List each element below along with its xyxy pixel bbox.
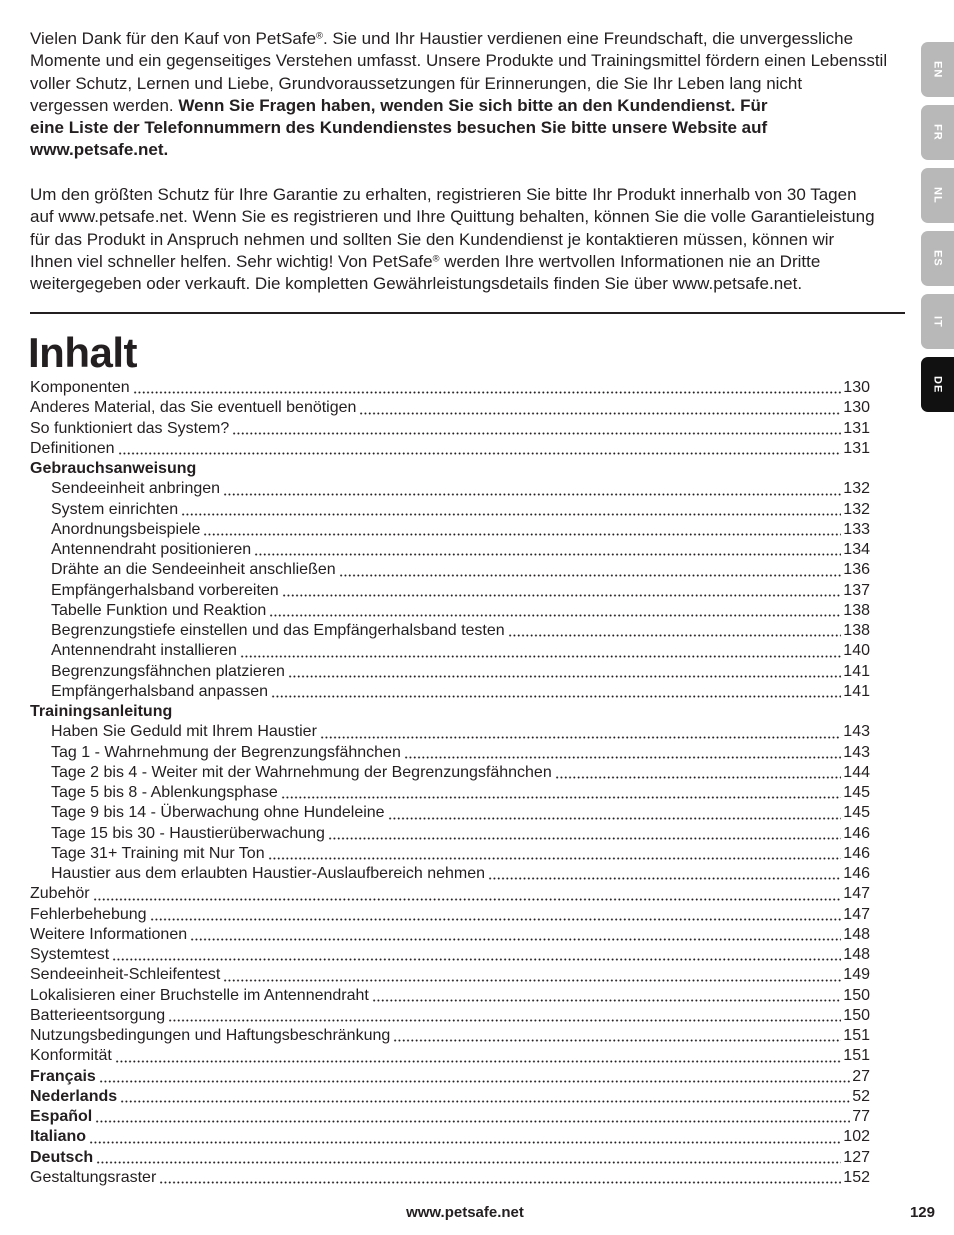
toc-entry-label: Batterieentsorgung (30, 1006, 166, 1024)
toc-dot-leader (89, 1127, 841, 1147)
toc-entry (30, 1148, 870, 1168)
language-tab-label: FR (931, 124, 944, 141)
toc-dot-leader (181, 500, 841, 520)
language-tab-label: EN (931, 60, 944, 79)
table-of-contents (30, 378, 870, 1188)
toc-section-heading: Gebrauchsanweisung (30, 460, 197, 477)
toc-page-number: 152 (843, 1168, 870, 1186)
toc-dot-leader (96, 1148, 841, 1168)
language-tab-fr (921, 105, 954, 160)
toc-page-number: 102 (843, 1128, 870, 1146)
toc-dot-leader (404, 743, 841, 763)
toc-page-number: 131 (843, 439, 870, 457)
toc-entry (30, 844, 870, 864)
toc-page-number: 132 (843, 480, 870, 498)
toc-entry (30, 743, 870, 763)
intro-bold-text: Wenn Sie Fragen haben, wenden Sie sich bitte an den Kundendienst. Für (178, 95, 768, 115)
toc-page-number: 138 (843, 622, 870, 639)
intro-text: voller Schutz, Lernen und Liebe, Grundvoraussetzungen für Erinnerungen, die Sie Ihr Leben lang nicht (30, 73, 803, 93)
toc-dot-leader (120, 1087, 850, 1107)
toc-page-number: 146 (843, 824, 870, 842)
toc-page-number: 151 (843, 1047, 870, 1065)
toc-entry-label: Empfängerhalsband anpassen (51, 682, 269, 700)
toc-dot-leader (203, 520, 841, 540)
toc-page-number: 143 (843, 723, 870, 741)
toc-entry (30, 419, 870, 439)
toc-entry-label: Français (30, 1067, 96, 1085)
toc-entry-label: Begrenzungsfähnchen platzieren (51, 662, 285, 680)
toc-dot-leader (269, 601, 841, 621)
toc-entry (30, 439, 870, 459)
toc-page-number: 141 (843, 682, 870, 700)
toc-entry-label: Tabelle Funktion und Reaktion (51, 601, 267, 619)
toc-entry (30, 1127, 870, 1147)
toc-dot-leader (488, 864, 841, 884)
toc-dot-leader (372, 986, 841, 1006)
language-tab-label: ES (931, 250, 944, 267)
toc-page-number: 132 (843, 500, 870, 518)
toc-entry (30, 1026, 870, 1046)
toc-entry (30, 864, 870, 884)
intro-text: weitergegeben oder verkauft. Die kompletten Gewährleistungsdetails finden Sie über www.petsafe.net. (30, 274, 803, 294)
toc-entry (30, 479, 870, 499)
toc-entry (30, 378, 870, 398)
toc-entry (30, 803, 870, 823)
toc-entry-label: Begrenzungstiefe einstellen und das Empfängerhalsband testen (51, 622, 505, 639)
toc-dot-leader (393, 1026, 841, 1046)
section-divider (30, 312, 905, 314)
toc-entry (30, 540, 870, 560)
toc-dot-leader (99, 1067, 850, 1087)
toc-dot-leader (320, 722, 841, 742)
toc-page-number: 147 (843, 885, 870, 903)
language-tab-label: DE (931, 375, 944, 394)
toc-dot-leader (555, 763, 842, 783)
language-tab-es (921, 231, 954, 286)
intro-line (30, 95, 910, 117)
toc-page-number: 143 (843, 743, 870, 761)
toc-entry-label: Haustier aus dem erlaubten Haustier-Auslaufbereich nehmen (51, 865, 486, 882)
toc-entry (30, 500, 870, 520)
toc-entry-label: Antennendraht installieren (51, 642, 237, 660)
toc-entry-label: Italiano (30, 1128, 87, 1146)
toc-entry (30, 824, 870, 844)
toc-page-number: 145 (843, 804, 870, 822)
toc-entry (30, 601, 870, 621)
intro-line (30, 251, 910, 273)
toc-entry-label: Tage 31+ Training mit Nur Ton (51, 844, 265, 862)
toc-entry (30, 1067, 870, 1087)
intro-line (30, 184, 910, 206)
toc-entry (30, 965, 870, 985)
toc-entry (30, 1168, 870, 1188)
toc-dot-leader (150, 905, 842, 925)
toc-entry (30, 581, 870, 601)
toc-page-number: 137 (843, 581, 870, 599)
toc-dot-leader (339, 560, 842, 580)
toc-page-number: 138 (843, 601, 870, 619)
toc-dot-leader (223, 965, 841, 985)
toc-page-number: 146 (843, 844, 870, 862)
toc-page-number: 146 (843, 865, 870, 882)
toc-dot-leader (388, 803, 842, 823)
intro-line (30, 117, 910, 139)
toc-entry-label: Anordnungsbeispiele (51, 520, 201, 538)
intro-paragraph-welcome (30, 28, 910, 162)
toc-group-final (30, 1168, 870, 1188)
toc-dot-leader (223, 479, 841, 499)
registered-mark: ® (316, 30, 323, 41)
toc-dot-leader (118, 439, 842, 459)
toc-page-number: 148 (843, 946, 870, 963)
toc-dot-leader (93, 884, 842, 904)
toc-section-heading: Trainingsanleitung (30, 703, 173, 720)
intro-text: werden Ihre wertvollen Informationen nie an Dritte (439, 251, 821, 271)
toc-title: Inhalt (28, 329, 137, 376)
toc-entry-label: Anderes Material, das Sie eventuell benötigen (30, 399, 357, 417)
toc-dot-leader (271, 682, 841, 702)
toc-entry-label: Definitionen (30, 439, 115, 457)
intro-line (30, 28, 910, 50)
toc-page-number: 148 (843, 925, 870, 943)
toc-page-number: 52 (852, 1087, 870, 1105)
toc-entry-label: Tage 5 bis 8 - Ablenkungsphase (51, 784, 278, 801)
toc-page-number: 149 (843, 966, 870, 984)
language-tab-label: IT (931, 315, 944, 328)
footer-website: www.petsafe.net (406, 1204, 524, 1221)
toc-entry (30, 763, 870, 783)
toc-dot-leader (133, 378, 842, 398)
toc-dot-leader (240, 641, 841, 661)
toc-entry-label: Lokalisieren einer Bruchstelle im Antennendraht (30, 986, 369, 1004)
toc-entry (30, 1006, 870, 1026)
toc-entry (30, 783, 870, 803)
toc-page-number: 147 (843, 905, 870, 923)
intro-text: . Sie und Ihr Haustier verdienen eine Freundschaft, die unvergessliche (322, 29, 854, 48)
toc-page-number: 131 (843, 419, 870, 437)
toc-dot-leader (168, 1006, 841, 1026)
toc-dot-leader (254, 540, 841, 560)
toc-dot-leader (288, 662, 841, 682)
toc-entry-label: Fehlerbehebung (30, 905, 147, 923)
intro-text: für das Produkt in Anspruch nehmen und sollten Sie den Kundendienst je kontaktieren müssen, können wir (30, 229, 835, 249)
toc-entry (30, 520, 870, 540)
toc-dot-leader (282, 581, 842, 601)
toc-entry-label: Gestaltungsraster (30, 1168, 157, 1186)
toc-entry (30, 662, 870, 682)
intro-line (30, 50, 910, 72)
toc-entry (30, 1087, 870, 1107)
toc-entry-label: Drähte an die Sendeeinheit anschließen (51, 561, 336, 579)
toc-entry-label: Zubehör (30, 885, 90, 903)
toc-entry-label: Deutsch (30, 1148, 94, 1166)
toc-entry (30, 682, 870, 702)
toc-page-number: 141 (843, 662, 870, 680)
toc-entry-label: Weitere Informationen (30, 925, 188, 943)
toc-page-number: 134 (843, 541, 870, 558)
toc-page-number: 144 (843, 763, 870, 781)
toc-entry-label: Nederlands (30, 1087, 118, 1105)
language-tab-it (921, 294, 954, 349)
intro-bold-text: www.petsafe.net. (30, 140, 169, 160)
intro-text: Um den größten Schutz für Ihre Garantie zu erhalten, registrieren Sie bitte Ihr Produkt innerhalb von 30 Tagen (30, 185, 857, 204)
toc-entry (30, 621, 870, 641)
language-tab-de (921, 357, 954, 412)
toc-entry-label: Sendeeinheit-Schleifentest (30, 966, 221, 984)
toc-entry-label: Español (30, 1108, 93, 1125)
toc-entry-label: Konformität (30, 1047, 112, 1065)
toc-page-number: 136 (843, 561, 870, 579)
toc-page-number: 130 (843, 379, 870, 396)
toc-page-number: 140 (843, 642, 870, 660)
intro-text: auf www.petsafe.net. Wenn Sie es registrieren und Ihre Quittung behalten, können Sie die volle Garantieleistung (30, 207, 875, 227)
toc-dot-leader (268, 844, 842, 864)
toc-dot-leader (112, 945, 841, 965)
toc-dot-leader (232, 419, 841, 439)
toc-page-number: 133 (843, 520, 870, 538)
toc-dot-leader (281, 783, 841, 803)
toc-entry-label: Tage 9 bis 14 - Überwachung ohne Hundeleine (51, 804, 385, 822)
toc-page-number: 77 (852, 1108, 870, 1125)
toc-entry-label: Tage 15 bis 30 - Haustierüberwachung (51, 824, 325, 842)
toc-entry (30, 884, 870, 904)
toc-entry-label: System einrichten (51, 500, 179, 518)
toc-dot-leader (328, 824, 841, 844)
intro-line (30, 139, 910, 161)
toc-entry-label: Systemtest (30, 946, 110, 963)
intro-text: vergessen werden. (30, 95, 179, 115)
toc-entry (30, 722, 870, 742)
intro-text: Ihnen viel schneller helfen. Sehr wichtig! Von PetSafe (30, 251, 433, 271)
toc-entry-label: Nutzungsbedingungen und Haftungsbeschränkung (30, 1027, 391, 1044)
toc-dot-leader (359, 398, 841, 418)
intro-line (30, 229, 910, 251)
toc-entry-label: Komponenten (30, 379, 130, 396)
intro-line (30, 273, 910, 295)
intro-text: Momente und ein gegenseitiges Verstehen umfasst. Unsere Produkte und Trainingsmittel fördern einen Lebensstil (30, 51, 888, 71)
toc-page-number: 151 (843, 1027, 870, 1044)
toc-entry (30, 1107, 870, 1127)
intro-line (30, 206, 910, 228)
toc-entry-label: Tag 1 - Wahrnehmung der Begrenzungsfähnchen (51, 743, 401, 761)
toc-entry (30, 925, 870, 945)
toc-page-number: 150 (843, 1006, 870, 1024)
toc-dot-leader (159, 1168, 841, 1188)
toc-group-main (30, 378, 870, 459)
language-tab-en (921, 42, 954, 97)
language-tab-label: NL (931, 187, 944, 204)
toc-entry (30, 945, 870, 965)
toc-dot-leader (95, 1107, 850, 1127)
toc-entry (30, 398, 870, 418)
intro-bold-text: eine Liste der Telefonnummern des Kundendienstes besuchen Sie bitte unsere Website auf (30, 118, 768, 138)
toc-page-number: 130 (843, 399, 870, 417)
registered-mark: ® (432, 253, 440, 264)
toc-group-further (30, 884, 870, 1066)
toc-entry (30, 905, 870, 925)
toc-entry-label: Antennendraht positionieren (51, 541, 252, 558)
toc-entry-label: Haben Sie Geduld mit Ihrem Haustier (51, 723, 317, 741)
toc-page-number: 150 (843, 986, 870, 1004)
intro-text: Vielen Dank für den Kauf von PetSafe (30, 29, 317, 48)
toc-page-number: 27 (852, 1067, 870, 1085)
toc-group-gebrauchsanweisung (30, 479, 870, 702)
intro-line (30, 73, 910, 95)
toc-dot-leader (190, 925, 841, 945)
toc-page-number: 127 (843, 1148, 870, 1166)
toc-entry (30, 986, 870, 1006)
toc-entry (30, 560, 870, 580)
toc-entry-label: So funktioniert das System? (30, 419, 230, 437)
toc-group-trainingsanleitung (30, 722, 870, 884)
language-tab-nl (921, 168, 954, 223)
toc-entry (30, 1046, 870, 1066)
toc-group-languages (30, 1067, 870, 1168)
toc-entry (30, 641, 870, 661)
intro-paragraph-warranty (30, 184, 910, 295)
toc-dot-leader (508, 621, 842, 641)
toc-entry-label: Tage 2 bis 4 - Weiter mit der Wahrnehmung der Begrenzungsfähnchen (51, 763, 552, 781)
page-number: 129 (909, 1204, 935, 1221)
toc-entry-label: Empfängerhalsband vorbereiten (51, 581, 279, 599)
toc-page-number: 145 (843, 784, 870, 801)
toc-dot-leader (115, 1046, 841, 1066)
toc-entry-label: Sendeeinheit anbringen (51, 480, 221, 498)
